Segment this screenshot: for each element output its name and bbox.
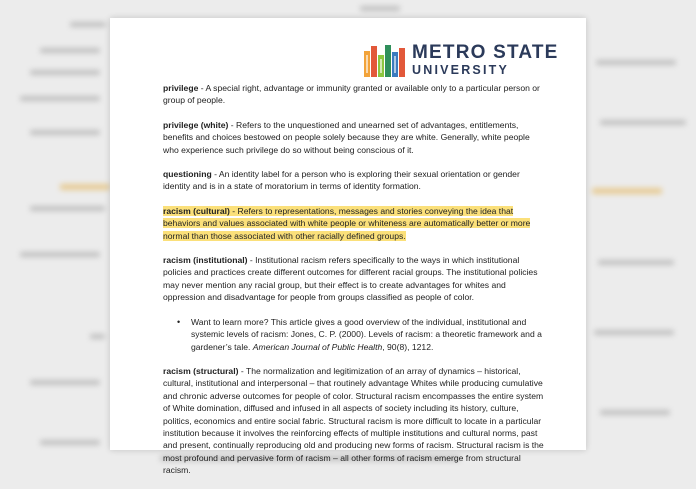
citation-tail: , 90(8), 1212. bbox=[382, 341, 434, 352]
glossary-entry-questioning bbox=[163, 168, 545, 193]
logo-title: METRO STATE bbox=[412, 42, 559, 64]
bullet-text: Want to learn more? This article gives a good overview of the individual, institutional and systemic levels of racism: Jones, C. P. (2000). Levels of racism: a theoretic framework and a gardener’s tale. bbox=[191, 316, 542, 352]
university-logo bbox=[364, 42, 559, 78]
definition: - A special right, advantage or immunity granted or available only to a particular person or group of people. bbox=[163, 83, 540, 106]
definition: - An identity label for a person who is exploring their sexual orientation or gender identity and is in a state of moratorium in terms of identity formation. bbox=[163, 169, 520, 192]
glossary-entry-racism-structural bbox=[163, 365, 545, 477]
document-page bbox=[110, 18, 586, 476]
definition: - The normalization and legitimization of an array of dynamics – historical, cultural, institutional and interpersonal – that routinely advantage Whites while producing cumulative and chronic adverse outcomes for people of color. Structural racism encompasses the entire system of White domination, diffused and infused in all aspects of society including its history, culture, politics, economics and entire social fabric. Structural racism is more difficult to locate in a particular institution because it involves the reinforcing effects of multiple institutions and cultural norms, past and present, continually reproducing old and producing new forms of racism. Structural racism is the most profound and pervasive form of racism – all other forms of racism emerge from structural racism. bbox=[163, 365, 544, 476]
term: privilege bbox=[163, 83, 199, 93]
term: privilege (white) bbox=[163, 119, 229, 130]
glossary-entry-racism-cultural bbox=[163, 205, 545, 242]
highlighted-passage bbox=[163, 206, 530, 241]
logo-subtitle: UNIVERSITY bbox=[412, 63, 510, 78]
glossary-content bbox=[163, 82, 545, 489]
glossary-entry-privilege bbox=[163, 82, 545, 107]
term: racism (structural) bbox=[163, 365, 239, 376]
journal-title: American Journal of Public Health bbox=[252, 341, 383, 352]
bullet-icon: • bbox=[177, 316, 181, 327]
term: racism (institutional) bbox=[163, 255, 248, 266]
term: racism (cultural) bbox=[163, 205, 230, 216]
learn-more-bullet bbox=[177, 316, 545, 353]
glossary-entry-racism-institutional bbox=[163, 254, 545, 304]
term: questioning bbox=[163, 169, 212, 180]
metro-state-logo-icon bbox=[364, 43, 406, 77]
glossary-entry-privilege-white bbox=[163, 119, 545, 156]
definition: - Institutional racism refers specifically to the ways in which institutional policies and practices create different outcomes for different racial groups. The institutional policies may never mention any racial group, but their effect is to create advantages for whites and oppression and disadvantage for people from groups classified as people of color. bbox=[163, 255, 538, 303]
definition: - Refers to the unquestioned and unearned set of advantages, entitlements, benefits and choices bestowed on people solely because they are white. Generally, white people who experience such privilege do so without being conscious of it. bbox=[163, 119, 530, 155]
definition: - Refers to representations, messages and stories conveying the idea that behaviors and values associated with white people or whiteness are automatically better or more normal than those associated with other racially defined groups. bbox=[163, 205, 531, 241]
